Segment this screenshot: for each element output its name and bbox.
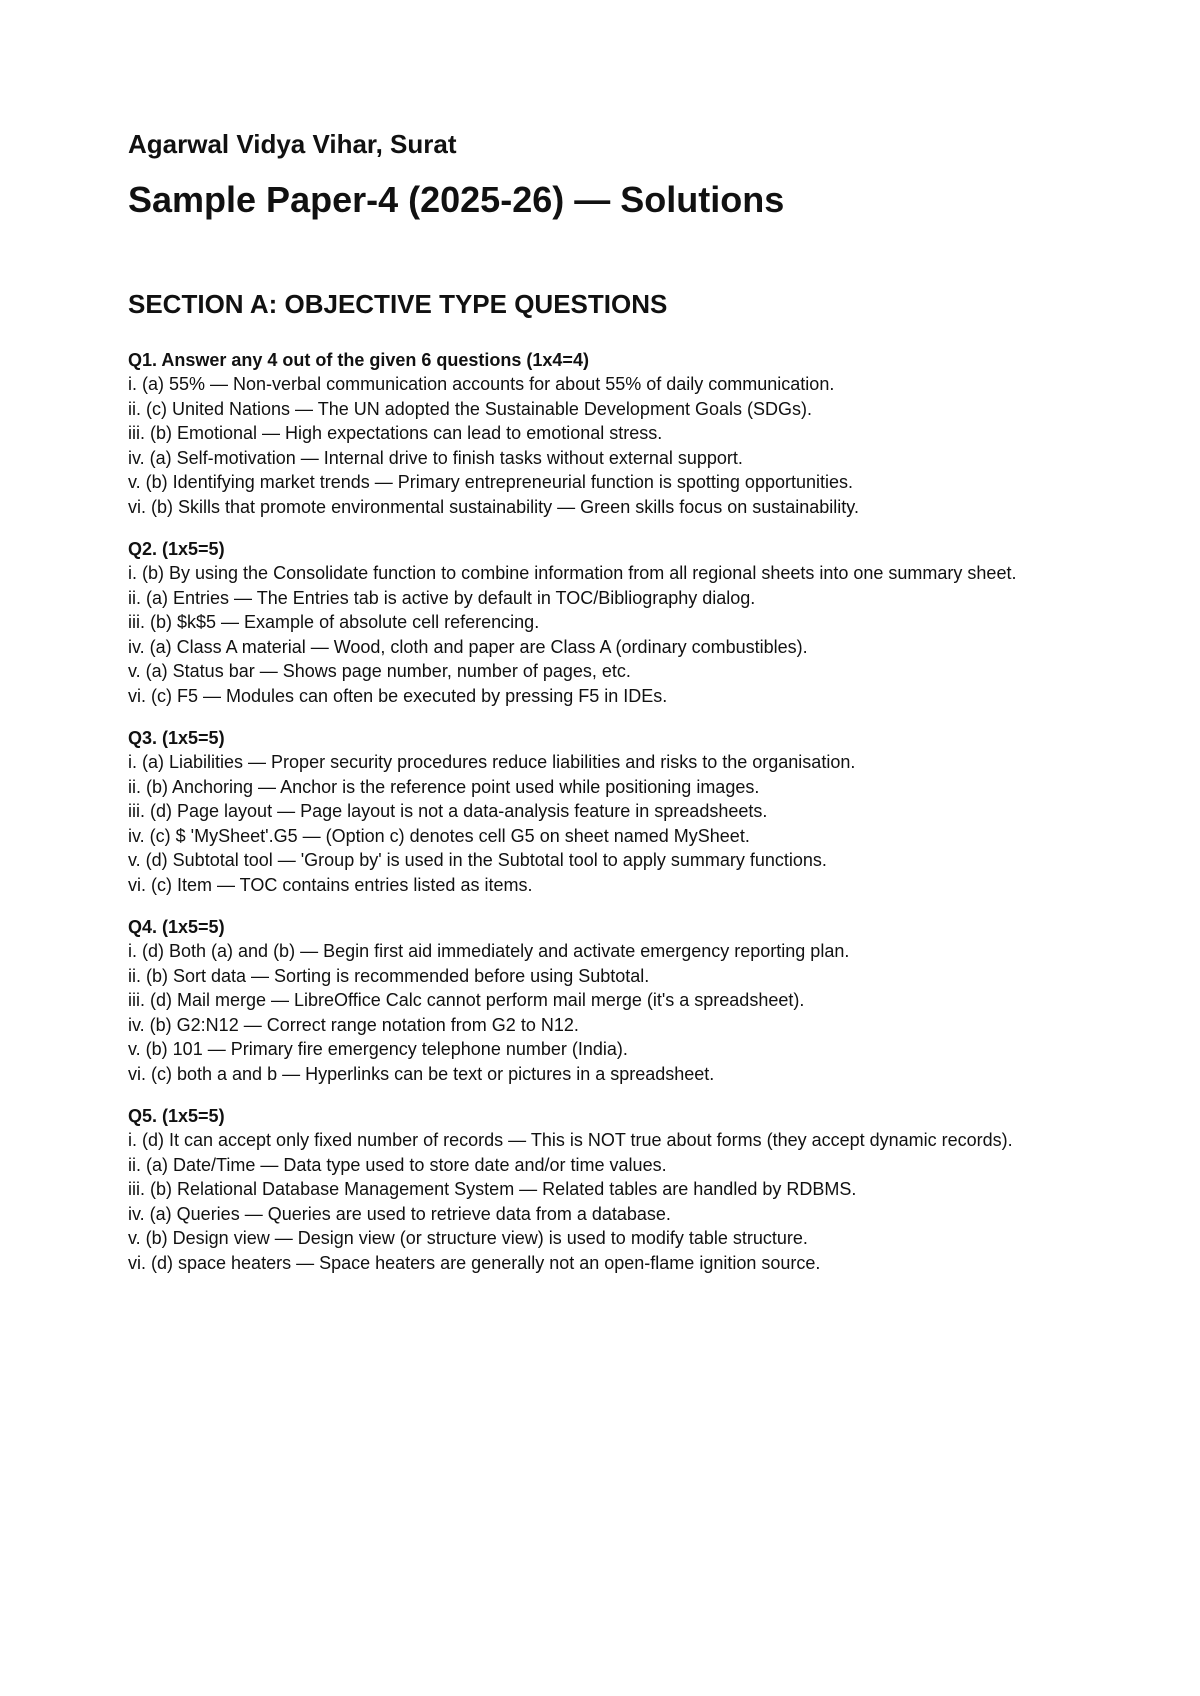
- question-block-q1: [128, 348, 1100, 519]
- answer-line: i. (b) By using the Consolidate function to combine information from all regional sheets into one summary sheet.: [128, 563, 1017, 583]
- answer-line: vi. (d) space heaters — Space heaters are generally not an open-flame ignition source.: [128, 1252, 821, 1273]
- question-block-q2: [128, 537, 1100, 708]
- answer-line: v. (b) Design view — Design view (or structure view) is used to modify table structure.: [128, 1228, 808, 1248]
- answer-line: iii. (b) Relational Database Management System — Related tables are handled by RDBMS.: [128, 1179, 857, 1199]
- answer-line: vi. (c) both a and b — Hyperlinks can be text or pictures in a spreadsheet.: [128, 1063, 715, 1084]
- question-block-q4: [128, 915, 1100, 1086]
- answer-line: iv. (b) G2:N12 — Correct range notation from G2 to N12.: [128, 1014, 579, 1035]
- answer-line: vi. (b) Skills that promote environmental sustainability — Green skills focus on sustainability.: [128, 496, 859, 517]
- answer-line: iv. (c) $ 'MySheet'.G5 — (Option c) denotes cell G5 on sheet named MySheet.: [128, 825, 750, 846]
- question-heading: Q5. (1x5=5): [128, 1106, 225, 1126]
- answer-line: ii. (b) Sort data — Sorting is recommended before using Subtotal.: [128, 965, 650, 986]
- question-block-q5: [128, 1104, 1100, 1275]
- question-heading: Q2. (1x5=5): [128, 539, 225, 559]
- answer-line: v. (b) Identifying market trends — Primary entrepreneurial function is spotting opportunities.: [128, 472, 854, 492]
- school-name: Agarwal Vidya Vihar, Surat: [128, 129, 457, 159]
- page-title: Sample Paper-4 (2025-26) — Solutions: [128, 179, 785, 220]
- answer-line: iv. (a) Self-motivation — Internal drive to finish tasks without external support.: [128, 447, 743, 468]
- answer-line: i. (a) Liabilities — Proper security procedures reduce liabilities and risks to the organisation.: [128, 752, 856, 772]
- answer-line: i. (d) It can accept only fixed number of records — This is NOT true about forms (they accept dynamic records).: [128, 1130, 1013, 1150]
- answer-line: vi. (c) F5 — Modules can often be executed by pressing F5 in IDEs.: [128, 685, 668, 706]
- answer-line: vi. (c) Item — TOC contains entries listed as items.: [128, 874, 533, 895]
- answer-line: iv. (a) Class A material — Wood, cloth and paper are Class A (ordinary combustibles).: [128, 636, 808, 657]
- question-heading: Q4. (1x5=5): [128, 917, 225, 937]
- question-heading: Q1. Answer any 4 out of the given 6 questions (1x4=4): [128, 350, 589, 370]
- answer-line: v. (b) 101 — Primary fire emergency telephone number (India).: [128, 1039, 628, 1059]
- answer-line: ii. (a) Date/Time — Data type used to store date and/or time values.: [128, 1154, 667, 1175]
- answer-line: iii. (d) Mail merge — LibreOffice Calc cannot perform mail merge (it's a spreadsheet).: [128, 990, 805, 1010]
- answer-line: v. (d) Subtotal tool — 'Group by' is used in the Subtotal tool to apply summary functions.: [128, 850, 827, 870]
- question-heading: Q3. (1x5=5): [128, 728, 225, 748]
- answer-line: ii. (a) Entries — The Entries tab is active by default in TOC/Bibliography dialog.: [128, 587, 756, 608]
- section-heading: SECTION A: OBJECTIVE TYPE QUESTIONS: [128, 289, 668, 319]
- answer-line: iii. (b) Emotional — High expectations can lead to emotional stress.: [128, 423, 663, 443]
- question-block-q3: [128, 726, 1100, 897]
- answer-line: i. (a) 55% — Non-verbal communication accounts for about 55% of daily communication.: [128, 374, 835, 394]
- answer-line: v. (a) Status bar — Shows page number, number of pages, etc.: [128, 661, 631, 681]
- answer-line: iv. (a) Queries — Queries are used to retrieve data from a database.: [128, 1203, 671, 1224]
- answer-line: ii. (c) United Nations — The UN adopted the Sustainable Development Goals (SDGs).: [128, 398, 812, 419]
- answer-line: iii. (b) $k$5 — Example of absolute cell referencing.: [128, 612, 540, 632]
- answer-line: iii. (d) Page layout — Page layout is not a data-analysis feature in spreadsheets.: [128, 801, 768, 821]
- answer-line: ii. (b) Anchoring — Anchor is the reference point used while positioning images.: [128, 776, 760, 797]
- answer-line: i. (d) Both (a) and (b) — Begin first aid immediately and activate emergency reporting plan.: [128, 941, 850, 961]
